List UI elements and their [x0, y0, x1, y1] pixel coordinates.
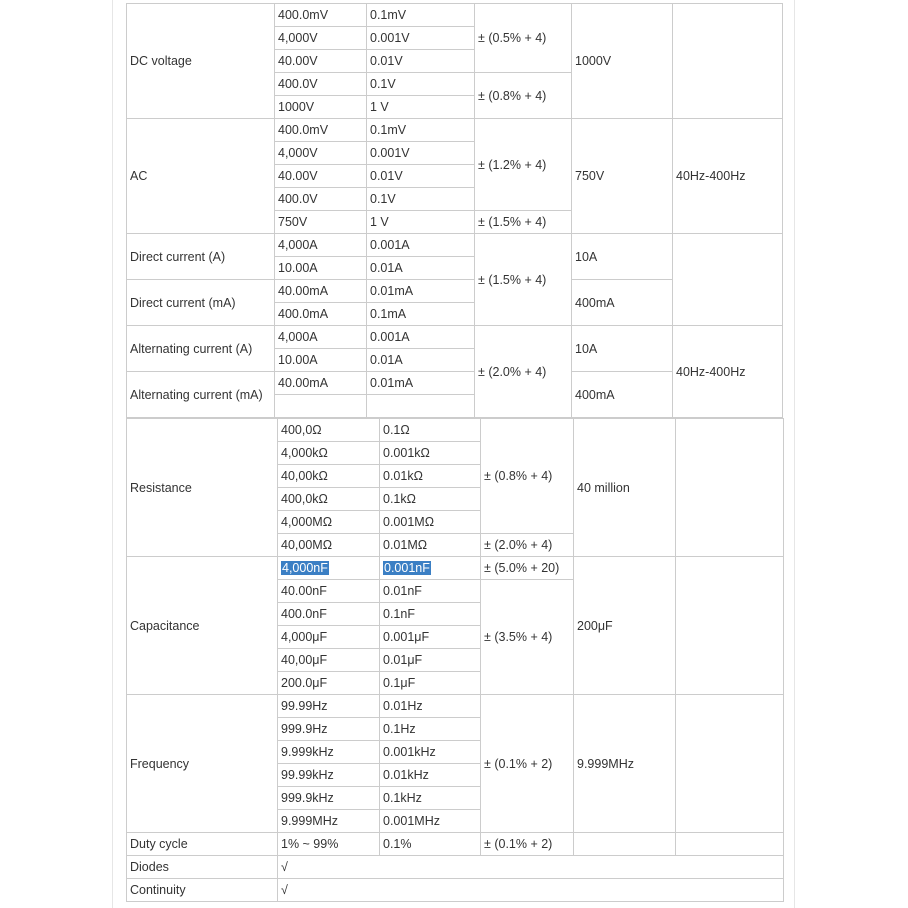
table-row — [127, 119, 783, 142]
ac-current-a-label: Alternating current (A) — [127, 326, 275, 372]
range-cell: 40,00MΩ — [278, 534, 380, 557]
range-cell: 4,000V — [275, 27, 367, 50]
accuracy-cell: ± (1.5% + 4) — [475, 211, 572, 234]
resolution-cell: 0.001MHz — [380, 810, 481, 833]
resolution-cell: 0.1kHz — [380, 787, 481, 810]
range-cell: 400.0V — [275, 188, 367, 211]
accuracy-cell: ± (0.8% + 4) — [475, 73, 572, 119]
resolution-cell: 0.1V — [367, 188, 475, 211]
resolution-cell: 0.01MΩ — [380, 534, 481, 557]
resolution-cell: 0.001A — [367, 326, 475, 349]
frequency-cell — [673, 4, 783, 119]
range-cell: 40.00V — [275, 165, 367, 188]
accuracy-cell: ± (1.2% + 4) — [475, 119, 572, 211]
range-cell: 9.999MHz — [278, 810, 380, 833]
table-row — [127, 833, 784, 856]
range-cell: 99.99Hz — [278, 695, 380, 718]
range-cell: 750V — [275, 211, 367, 234]
table-row — [127, 879, 784, 902]
range-cell: 40.00V — [275, 50, 367, 73]
continuity-label: Continuity — [127, 879, 278, 902]
resolution-cell: 0.1μF — [380, 672, 481, 695]
resolution-cell — [367, 395, 475, 418]
extra-cell — [676, 419, 784, 557]
dc-current-ma-label: Direct current (mA) — [127, 280, 275, 326]
resolution-cell: 0.01V — [367, 50, 475, 73]
range-cell: 10.00A — [275, 257, 367, 280]
max-input-cell: 40 million — [574, 419, 676, 557]
range-cell: 400.0mV — [275, 4, 367, 27]
resolution-cell[interactable] — [380, 557, 481, 580]
diodes-check: √ — [278, 856, 784, 879]
range-cell: 40.00mA — [275, 280, 367, 303]
frequency-cell: 40Hz-400Hz — [673, 119, 783, 234]
resolution-cell: 0.01Hz — [380, 695, 481, 718]
table-row — [127, 4, 783, 27]
accuracy-cell: ± (0.8% + 4) — [481, 419, 574, 534]
accuracy-cell: ± (5.0% + 20) — [481, 557, 574, 580]
max-input-cell — [574, 833, 676, 856]
extra-cell — [676, 833, 784, 856]
range-cell: 1% ~ 99% — [278, 833, 380, 856]
resolution-cell: 0.1mV — [367, 119, 475, 142]
duty-cycle-label: Duty cycle — [127, 833, 278, 856]
resolution-cell: 0.001A — [367, 234, 475, 257]
resolution-cell: 0.1V — [367, 73, 475, 96]
resistance-label: Resistance — [127, 419, 278, 557]
resolution-cell: 0.001V — [367, 27, 475, 50]
resolution-cell: 1 V — [367, 96, 475, 119]
diodes-label: Diodes — [127, 856, 278, 879]
resolution-cell: 0.1kΩ — [380, 488, 481, 511]
frequency-label: Frequency — [127, 695, 278, 833]
resolution-cell: 0.01mA — [367, 372, 475, 395]
accuracy-cell: ± (2.0% + 4) — [481, 534, 574, 557]
max-input-cell: 10A — [572, 234, 673, 280]
range-cell: 9.999kHz — [278, 741, 380, 764]
range-cell: 400.0nF — [278, 603, 380, 626]
range-cell: 40,00kΩ — [278, 465, 380, 488]
resolution-cell: 0.1% — [380, 833, 481, 856]
resolution-cell: 0.01A — [367, 349, 475, 372]
range-cell: 4,000μF — [278, 626, 380, 649]
resolution-cell: 0.1nF — [380, 603, 481, 626]
dc-voltage-label: DC voltage — [127, 4, 275, 119]
accuracy-cell: ± (3.5% + 4) — [481, 580, 574, 695]
table-row — [127, 234, 783, 257]
resolution-cell: 1 V — [367, 211, 475, 234]
selected-text[interactable]: 0.001nF — [384, 561, 430, 575]
resolution-cell: 0.001MΩ — [380, 511, 481, 534]
max-input-cell: 200μF — [574, 557, 676, 695]
frequency-cell — [673, 234, 783, 326]
range-cell: 40,00μF — [278, 649, 380, 672]
capacitance-label: Capacitance — [127, 557, 278, 695]
resolution-cell: 0.01V — [367, 165, 475, 188]
range-cell: 10.00A — [275, 349, 367, 372]
resolution-cell: 0.1mV — [367, 4, 475, 27]
spec-table-other — [126, 418, 784, 902]
range-cell: 40.00mA — [275, 372, 367, 395]
range-cell: 1000V — [275, 96, 367, 119]
table-row — [127, 557, 784, 580]
resolution-cell: 0.01mA — [367, 280, 475, 303]
max-input-cell: 750V — [572, 119, 673, 234]
range-cell: 40.00nF — [278, 580, 380, 603]
range-cell: 999.9Hz — [278, 718, 380, 741]
accuracy-cell: ± (2.0% + 4) — [475, 326, 572, 418]
resolution-cell: 0.001kHz — [380, 741, 481, 764]
range-cell: 4,000A — [275, 326, 367, 349]
selected-text[interactable]: 4,000nF — [282, 561, 328, 575]
range-cell: 4,000MΩ — [278, 511, 380, 534]
range-cell: 4,000V — [275, 142, 367, 165]
max-input-cell: 400mA — [572, 372, 673, 418]
ac-voltage-label: AC — [127, 119, 275, 234]
resolution-cell: 0.001V — [367, 142, 475, 165]
dc-current-a-label: Direct current (A) — [127, 234, 275, 280]
resolution-cell: 0.01kHz — [380, 764, 481, 787]
range-cell: 4,000A — [275, 234, 367, 257]
max-input-cell: 10A — [572, 326, 673, 372]
range-cell: 999.9kHz — [278, 787, 380, 810]
accuracy-cell: ± (1.5% + 4) — [475, 234, 572, 326]
range-cell: 99.99kHz — [278, 764, 380, 787]
max-input-cell: 400mA — [572, 280, 673, 326]
table-row — [127, 695, 784, 718]
accuracy-cell: ± (0.1% + 2) — [481, 695, 574, 833]
extra-cell — [676, 557, 784, 695]
resolution-cell: 0.01μF — [380, 649, 481, 672]
resolution-cell: 0.01A — [367, 257, 475, 280]
ac-current-ma-label: Alternating current (mA) — [127, 372, 275, 418]
range-cell: 400,0kΩ — [278, 488, 380, 511]
resolution-cell: 0.01nF — [380, 580, 481, 603]
range-cell: 4,000kΩ — [278, 442, 380, 465]
table-row — [127, 419, 784, 442]
max-input-cell: 9.999MHz — [574, 695, 676, 833]
extra-cell — [676, 695, 784, 833]
range-cell: 400.0mA — [275, 303, 367, 326]
range-cell: 400.0V — [275, 73, 367, 96]
table-row — [127, 326, 783, 349]
resolution-cell: 0.001μF — [380, 626, 481, 649]
accuracy-cell: ± (0.1% + 2) — [481, 833, 574, 856]
resolution-cell: 0.1Hz — [380, 718, 481, 741]
frequency-cell: 40Hz-400Hz — [673, 326, 783, 418]
max-input-cell: 1000V — [572, 4, 673, 119]
range-cell: 400,0Ω — [278, 419, 380, 442]
range-cell[interactable] — [278, 557, 380, 580]
accuracy-cell: ± (0.5% + 4) — [475, 4, 572, 73]
range-cell: 400.0mV — [275, 119, 367, 142]
range-cell: 200.0μF — [278, 672, 380, 695]
range-cell — [275, 395, 367, 418]
spec-table-voltage-current — [126, 3, 783, 418]
table-row — [127, 856, 784, 879]
resolution-cell: 0.1mA — [367, 303, 475, 326]
resolution-cell: 0.01kΩ — [380, 465, 481, 488]
resolution-cell: 0.1Ω — [380, 419, 481, 442]
resolution-cell: 0.001kΩ — [380, 442, 481, 465]
continuity-check: √ — [278, 879, 784, 902]
